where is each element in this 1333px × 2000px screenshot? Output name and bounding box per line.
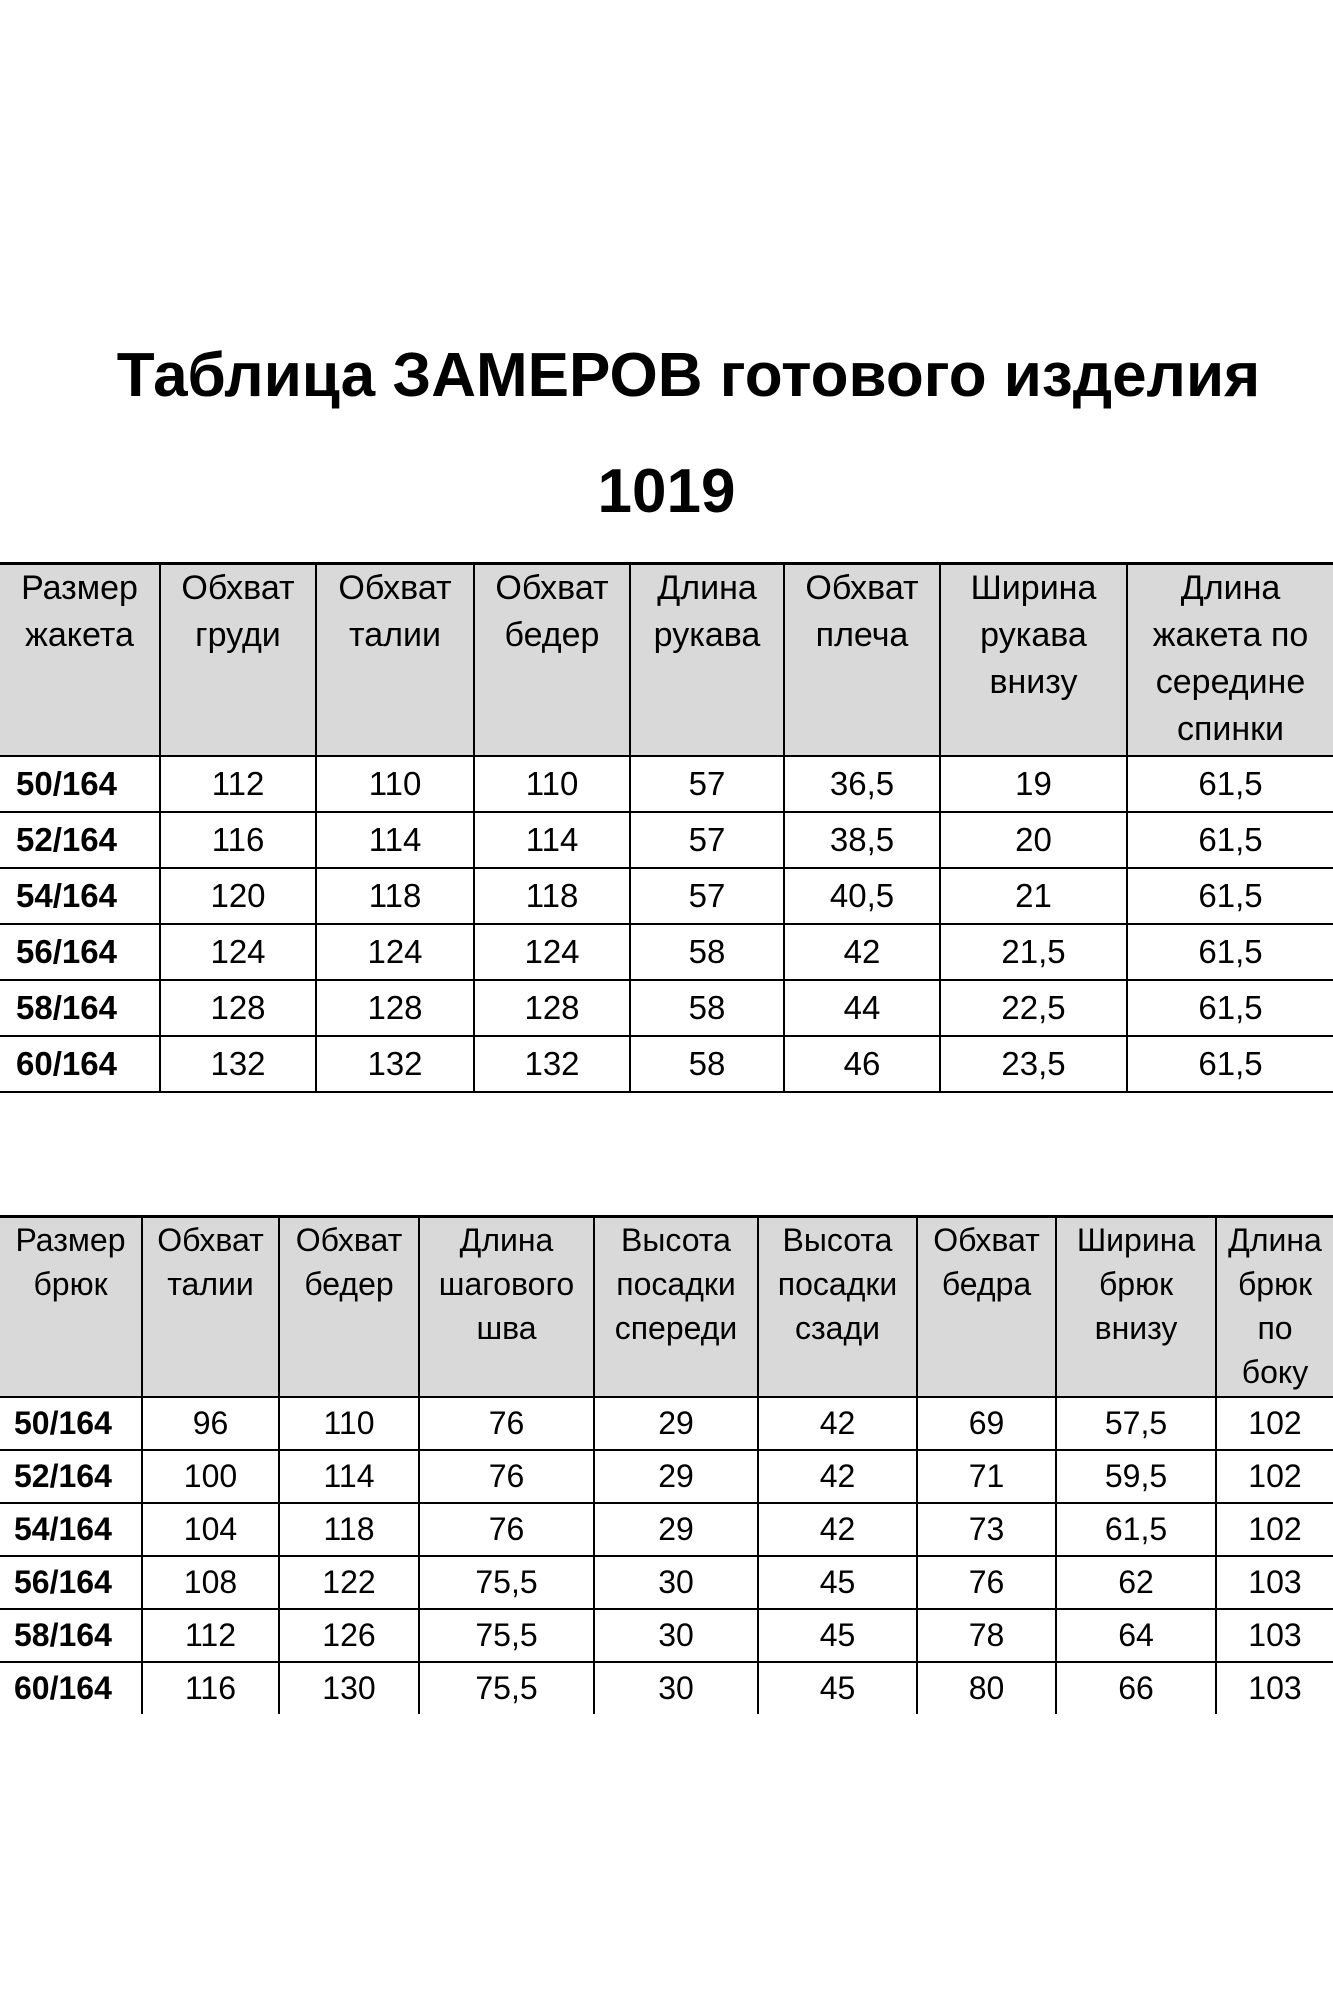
measurement-cell: 19 bbox=[940, 756, 1127, 812]
column-header: Длина жакета по середине спинки bbox=[1127, 564, 1333, 757]
measurement-cell: 61,5 bbox=[1127, 1036, 1333, 1092]
size-cell: 52/164 bbox=[0, 1450, 142, 1503]
measurement-cell: 76 bbox=[419, 1503, 594, 1556]
measurement-cell: 75,5 bbox=[419, 1556, 594, 1609]
column-header: Обхват груди bbox=[160, 564, 316, 757]
measurement-cell: 38,5 bbox=[784, 812, 940, 868]
table-row bbox=[0, 868, 1333, 924]
page-title: Таблица ЗАМЕРОВ готового изделия bbox=[116, 341, 1261, 410]
table-row bbox=[0, 1397, 1333, 1450]
measurement-cell: 118 bbox=[279, 1503, 419, 1556]
measurement-cell: 104 bbox=[142, 1503, 279, 1556]
size-cell: 60/164 bbox=[0, 1036, 160, 1092]
measurement-cell: 120 bbox=[160, 868, 316, 924]
size-cell: 50/164 bbox=[0, 1397, 142, 1450]
measurement-cell: 30 bbox=[594, 1662, 758, 1714]
measurement-cell: 112 bbox=[142, 1609, 279, 1662]
measurement-cell: 61,5 bbox=[1127, 924, 1333, 980]
measurement-cell: 103 bbox=[1216, 1662, 1333, 1714]
size-cell: 52/164 bbox=[0, 812, 160, 868]
measurement-cell: 96 bbox=[142, 1397, 279, 1450]
measurement-cell: 58 bbox=[630, 1036, 784, 1092]
measurement-cell: 110 bbox=[474, 756, 630, 812]
measurement-cell: 75,5 bbox=[419, 1609, 594, 1662]
measurement-cell: 59,5 bbox=[1056, 1450, 1216, 1503]
model-number: 1019 bbox=[597, 457, 736, 526]
column-header: Ширина рукава внизу bbox=[940, 564, 1127, 757]
measurement-cell: 45 bbox=[758, 1662, 917, 1714]
measurement-cell: 46 bbox=[784, 1036, 940, 1092]
table-row bbox=[0, 756, 1333, 812]
table-row bbox=[0, 924, 1333, 980]
measurement-cell: 114 bbox=[316, 812, 474, 868]
column-header: Обхват талии bbox=[142, 1217, 279, 1398]
measurement-cell: 61,5 bbox=[1127, 868, 1333, 924]
measurement-cell: 116 bbox=[160, 812, 316, 868]
measurement-cell: 29 bbox=[594, 1450, 758, 1503]
table-row bbox=[0, 980, 1333, 1036]
measurement-cell: 76 bbox=[419, 1397, 594, 1450]
column-header: Длина рукава bbox=[630, 564, 784, 757]
table-row bbox=[0, 1556, 1333, 1609]
measurement-cell: 100 bbox=[142, 1450, 279, 1503]
measurement-cell: 23,5 bbox=[940, 1036, 1127, 1092]
measurement-cell: 21,5 bbox=[940, 924, 1127, 980]
measurement-cell: 124 bbox=[160, 924, 316, 980]
column-header: Высота посадки сзади bbox=[758, 1217, 917, 1398]
measurement-cell: 61,5 bbox=[1127, 756, 1333, 812]
size-cell: 58/164 bbox=[0, 1609, 142, 1662]
size-cell: 50/164 bbox=[0, 756, 160, 812]
table-row bbox=[0, 1450, 1333, 1503]
measurement-cell: 112 bbox=[160, 756, 316, 812]
column-header: Обхват бедра bbox=[917, 1217, 1056, 1398]
table-row bbox=[0, 1503, 1333, 1556]
measurement-cell: 42 bbox=[758, 1397, 917, 1450]
measurement-cell: 57 bbox=[630, 812, 784, 868]
measurement-cell: 76 bbox=[419, 1450, 594, 1503]
measurement-cell: 57,5 bbox=[1056, 1397, 1216, 1450]
size-cell: 54/164 bbox=[0, 1503, 142, 1556]
column-header: Длина брюк по боку bbox=[1216, 1217, 1333, 1398]
measurement-cell: 64 bbox=[1056, 1609, 1216, 1662]
measurement-cell: 21 bbox=[940, 868, 1127, 924]
measurement-cell: 128 bbox=[474, 980, 630, 1036]
measurement-cell: 61,5 bbox=[1056, 1503, 1216, 1556]
column-header: Длина шагового шва bbox=[419, 1217, 594, 1398]
measurement-cell: 40,5 bbox=[784, 868, 940, 924]
measurement-cell: 132 bbox=[316, 1036, 474, 1092]
column-header: Обхват бедер bbox=[279, 1217, 419, 1398]
measurement-cell: 102 bbox=[1216, 1397, 1333, 1450]
table-row bbox=[0, 1662, 1333, 1714]
measurement-cell: 44 bbox=[784, 980, 940, 1036]
measurement-cell: 45 bbox=[758, 1556, 917, 1609]
measurement-cell: 124 bbox=[316, 924, 474, 980]
measurement-cell: 102 bbox=[1216, 1503, 1333, 1556]
column-header: Размер брюк bbox=[0, 1217, 142, 1398]
measurement-cell: 103 bbox=[1216, 1556, 1333, 1609]
trousers-measurements-table bbox=[0, 1215, 1333, 1714]
measurement-cell: 42 bbox=[758, 1450, 917, 1503]
measurement-cell: 114 bbox=[279, 1450, 419, 1503]
measurement-cell: 57 bbox=[630, 868, 784, 924]
table-header-row bbox=[0, 564, 1333, 757]
measurement-cell: 29 bbox=[594, 1397, 758, 1450]
measurement-cell: 42 bbox=[758, 1503, 917, 1556]
column-header: Ширина брюк внизу bbox=[1056, 1217, 1216, 1398]
measurement-cell: 130 bbox=[279, 1662, 419, 1714]
measurement-cell: 124 bbox=[474, 924, 630, 980]
measurement-cell: 20 bbox=[940, 812, 1127, 868]
size-cell: 56/164 bbox=[0, 924, 160, 980]
measurement-cell: 73 bbox=[917, 1503, 1056, 1556]
measurement-cell: 62 bbox=[1056, 1556, 1216, 1609]
column-header: Обхват бедер bbox=[474, 564, 630, 757]
measurement-cell: 36,5 bbox=[784, 756, 940, 812]
size-cell: 54/164 bbox=[0, 868, 160, 924]
measurement-cell: 110 bbox=[316, 756, 474, 812]
measurement-cell: 71 bbox=[917, 1450, 1056, 1503]
measurement-cell: 45 bbox=[758, 1609, 917, 1662]
measurement-cell: 128 bbox=[160, 980, 316, 1036]
size-cell: 60/164 bbox=[14, 1670, 112, 1706]
measurement-cell: 110 bbox=[279, 1397, 419, 1450]
column-header: Обхват талии bbox=[316, 564, 474, 757]
measurement-cell: 108 bbox=[142, 1556, 279, 1609]
measurement-cell: 103 bbox=[1216, 1609, 1333, 1662]
measurement-cell: 102 bbox=[1216, 1450, 1333, 1503]
column-header: Высота посадки спереди bbox=[594, 1217, 758, 1398]
measurement-cell: 58 bbox=[630, 980, 784, 1036]
measurement-cell: 76 bbox=[917, 1556, 1056, 1609]
size-cell: 56/164 bbox=[0, 1556, 142, 1609]
measurement-cell: 57 bbox=[630, 756, 784, 812]
measurement-cell: 30 bbox=[594, 1556, 758, 1609]
measurement-cell: 132 bbox=[474, 1036, 630, 1092]
measurement-cell: 29 bbox=[594, 1503, 758, 1556]
jacket-measurements-table bbox=[0, 562, 1333, 1093]
measurement-cell: 78 bbox=[917, 1609, 1056, 1662]
table-row bbox=[0, 812, 1333, 868]
measurement-cell: 122 bbox=[279, 1556, 419, 1609]
measurement-cell: 75,5 bbox=[419, 1662, 594, 1714]
table-row bbox=[0, 1609, 1333, 1662]
measurement-cell: 132 bbox=[160, 1036, 316, 1092]
column-header: Размер жакета bbox=[0, 564, 160, 757]
measurement-cell: 61,5 bbox=[1127, 812, 1333, 868]
measurement-cell: 30 bbox=[594, 1609, 758, 1662]
measurement-cell: 114 bbox=[474, 812, 630, 868]
measurement-cell: 61,5 bbox=[1127, 980, 1333, 1036]
measurement-cell: 22,5 bbox=[940, 980, 1127, 1036]
measurement-cell: 80 bbox=[917, 1662, 1056, 1714]
measurement-cell: 42 bbox=[784, 924, 940, 980]
measurement-cell: 116 bbox=[142, 1662, 279, 1714]
measurement-cell: 126 bbox=[279, 1609, 419, 1662]
measurement-cell: 69 bbox=[917, 1397, 1056, 1450]
table-row bbox=[0, 1036, 1333, 1092]
measurement-cell: 118 bbox=[474, 868, 630, 924]
measurement-cell: 66 bbox=[1056, 1662, 1216, 1714]
column-header: Обхват плеча bbox=[784, 564, 940, 757]
measurement-cell: 118 bbox=[316, 868, 474, 924]
size-cell: 58/164 bbox=[0, 980, 160, 1036]
measurement-cell: 58 bbox=[630, 924, 784, 980]
table-header-row bbox=[0, 1217, 1333, 1398]
measurement-cell: 128 bbox=[316, 980, 474, 1036]
